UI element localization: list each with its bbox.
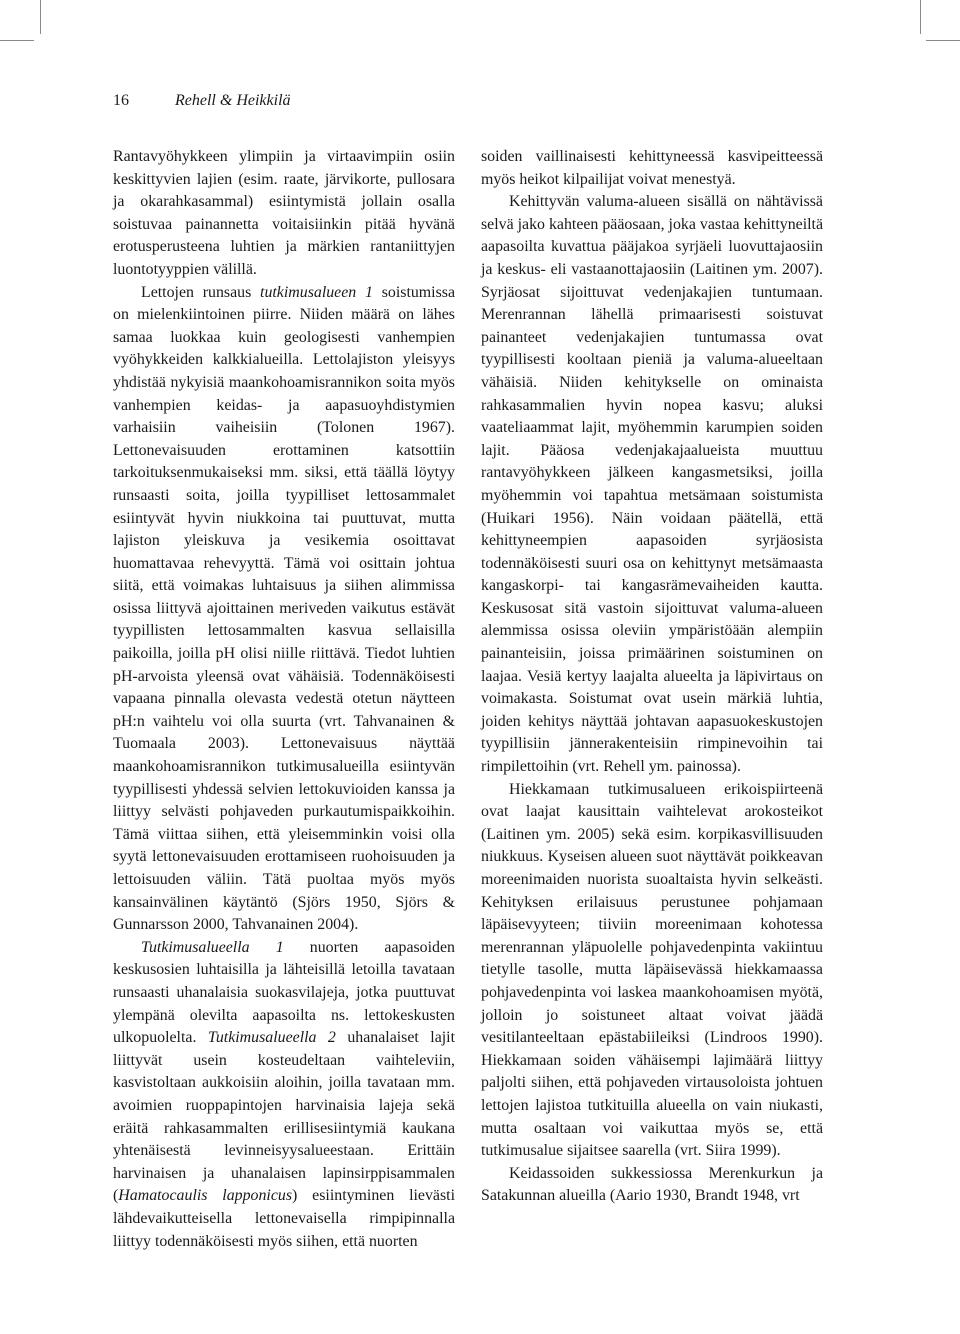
italic-text: Tutkimusalueella 2: [207, 1029, 336, 1047]
italic-text: Tutkimusalueella 1: [141, 938, 284, 956]
text-run: Keidassoiden sukkessiossa Merenkurkun ja Satakunnan alueilla (Aario 1930, Brandt 1948, vrt: [481, 1164, 823, 1205]
crop-mark-top-left: [40, 0, 41, 34]
text-run: Lettojen runsaus: [141, 283, 261, 301]
text-run: nuorten aapasoiden keskusosien luhtaisilla ja lähteisillä letoilla tavataan runsaasti uhanalaisia suokasvilajeja, jotka puuttuvat ylempänä olevilta aapasoilta ns. lettokeskusten ulkopuolelta.: [113, 938, 455, 1047]
text-run: Rantavyöhykkeen ylimpiin ja virtaavimpiin osiin keskittyvien lajien (esim. raate, järvikorte, pullosara ja okarahkasammal) esiintymistä jollain osalla soistuvaa painannetta voitaisiinkin pitää hyvänä erotusperusteena luhtien ja märkien rantaniittyjen luontotyyppien välillä.: [113, 148, 455, 278]
paragraph: [481, 146, 823, 191]
paragraph: [113, 937, 455, 1253]
running-title: Rehell & Heikkilä: [175, 92, 291, 109]
paragraph: [113, 146, 455, 282]
text-run: ) esiintyminen lievästi lähdevaikutteisella lettonevaisella rimpipinnalla liittyy todennäköisesti myös siihen, että nuorten: [113, 1187, 455, 1250]
text-run: uhanalaiset lajit liittyvät usein kosteudeltaan vaihteleviin, kasvistoltaan aukkoisiin aloihin, joilla tavataan mm. avoimien ruoppapintojen harvinaisia lajeja sekä eräitä rahkasammalten erillisesiintymiä kaukana yhtenäisestä levinneisyysalueestaan. Erittäin harvinaisen ja uhanalaisen lapinsirppisammalen (: [113, 1029, 456, 1205]
paragraph: [481, 1163, 823, 1208]
text-run: Kehittyvän valuma-alueen sisällä on nähtävissä selvä jako kahteen pääosaan, joka vastaa kehittyneiltä aapasoilta kuvattua pääjakoa syrjäeli luovuttajaosiin ja keskus- eli vastaanottajaosiin (Laitinen ym. 2007). Syrjäosat sijoittuvat vedenjakajien tuntumaan. Merenrannan lähellä primaarisesti soistuvat painanteet vedenjakajien tuntumassa ovat tyypillisesti kooltaan pieniä ja valuma-alueeltaan vähäisiä. Niiden kehitykselle on ominaista rahkasammalien hyvin nopea kasvu; aluksi vaateliaammat lajit, myöhemmin karumpien soiden lajit. Pääosa vedenjakajaalueista muuttuu rantavyöhykkeen jälkeen kangasmetsiksi, joilla myöhemmin voi tapahtua metsämaan soistumista (Huikari 1956). Näin voidaan päätellä, että kehittyneempien aapasoiden syrjäosista todennäköisesti suuri osa on kehittynyt metsämaasta kangaskorpi- tai kangasrämevaiheiden kautta. Keskusosat sitä vastoin sijoittuvat valuma-alueen alemmissa osissa oleviin ympäristöään alempiin painanteisiin, joissa primäärinen soistuminen on laajaa. Vesiä kertyy laajalta alueelta ja läpivirtaus on voimakasta. Soistumat ovat usein märkiä luhtia, joiden kehitys näyttää johtavan aapasuokeskustojen tyypillisiin jännerakenteisiin rimpinevoihin tai rimpilettoihin (vrt. Rehell ym. painossa).: [481, 193, 823, 776]
crop-mark-top-right: [920, 0, 921, 34]
page-number: 16: [113, 92, 129, 109]
text-run: soistumissa on mielenkiintoinen piirre. Niiden määrä on lähes samaa luokkaa kuin geologisesti vanhempien vyöhykkeiden kalkkialueilla. Lettolajiston yleisyys yhdistää nykyisiä maankohoamisrannikon soita myös vanhempien keidas- ja aapasuoyhdistymien varhaisiin vaiheisiin (Tolonen 1967). Lettonevaisuuden erottaminen katsottiin tarkoituksenmukaiseksi mm. siksi, että täällä löytyy runsaasti soita, joilla tyypilliset lettosammalet esiintyvät hyvin niukkoina tai puuttuvat, mutta lajiston yleiskuva ja vesikemia osoittavat huomattavaa rehevyyttä. Tämä voi osittain johtua siitä, että voimakas luhtaisuus ja siihen alimmissa osissa liittyvä ajoittainen meriveden vaikutus estävät tyypillisten lettosammalten kasvua sellaisilla paikoilla, joilla pH olisi niille riittävä. Tiedot luhtien pH-arvoista yleensä ovat vähäisiä. Todennäköisesti vapaana pinnalla olevasta vedestä otetun näytteen pH:n vaihtelu voi olla suurta (vrt. Tahvanainen & Tuomaala 2003). Lettonevaisuus näyttää maankohoamisrannikon tutkimusalueilla esiintyvän tyypillisesti yhdessä selvien lettokuvioiden kanssa ja liittyy selvästi pohjaveden purkautumispaikkoihin. Tämä viittaa siihen, että yleisemminkin voisi olla syytä lettonevaisuuden erottamiseen ruohoisuuden ja lettoisuuden väliin. Tätä puoltaa myös myös kansainvälinen käytäntö (Sjörs 1950, Sjörs & Gunnarsson 2000, Tahvanainen 2004).: [113, 283, 455, 934]
right-column: [481, 146, 823, 1208]
italic-text: Hamatocaulis lapponicus: [118, 1187, 293, 1205]
paragraph: [481, 779, 823, 1163]
left-column: [113, 146, 455, 1253]
italic-text: tutkimusalueen 1: [260, 283, 373, 301]
crop-mark-top-left-horizontal: [0, 40, 34, 41]
text-run: Hiekkamaan tutkimusalueen erikoispiirteenä ovat laajat kausittain vaihtelevat arokosteikot (Laitinen ym. 2005) sekä esim. korpikasvillisuuden niukkuus. Kyseisen alueen suot näyttävät poikkeavan moreenimaiden nuorista suoaltaista hyvin selkeästi. Kehityksen erilaisuus perustunee pohjamaan läpäisevyyteen; tiiviin moreenimaan kohotessa merenrannan yläpuolelle pohjavedenpinta vakiintuu tietylle tasolle, mutta läpäisevässä hiekkamaassa pohjavedenpinta voi laskea maankohoamisen myötä, jolloin jo soistuneet altaat voivat jäädä vesitilanteeltaan epästabiileiksi (Lindroos 1990). Hiekkamaan soiden vähäisempi lajimäärä liittyy paljolti siihen, että pohjaveden virtausoloista johtuen lettojen lajistoa tutkituilla alueella on vain niukasti, mutta osaltaan voi vaikuttaa myös se, että tutkimusalue sijaitsee saarella (vrt. Siira 1999).: [481, 780, 823, 1160]
paragraph: [113, 282, 455, 937]
crop-mark-top-right-horizontal: [926, 40, 960, 41]
text-run: soiden vaillinaisesti kehittyneessä kasvipeitteessä myös heikot kilpailijat voivat menestyä.: [481, 148, 823, 188]
running-header: [113, 90, 291, 112]
paragraph: [481, 191, 823, 778]
